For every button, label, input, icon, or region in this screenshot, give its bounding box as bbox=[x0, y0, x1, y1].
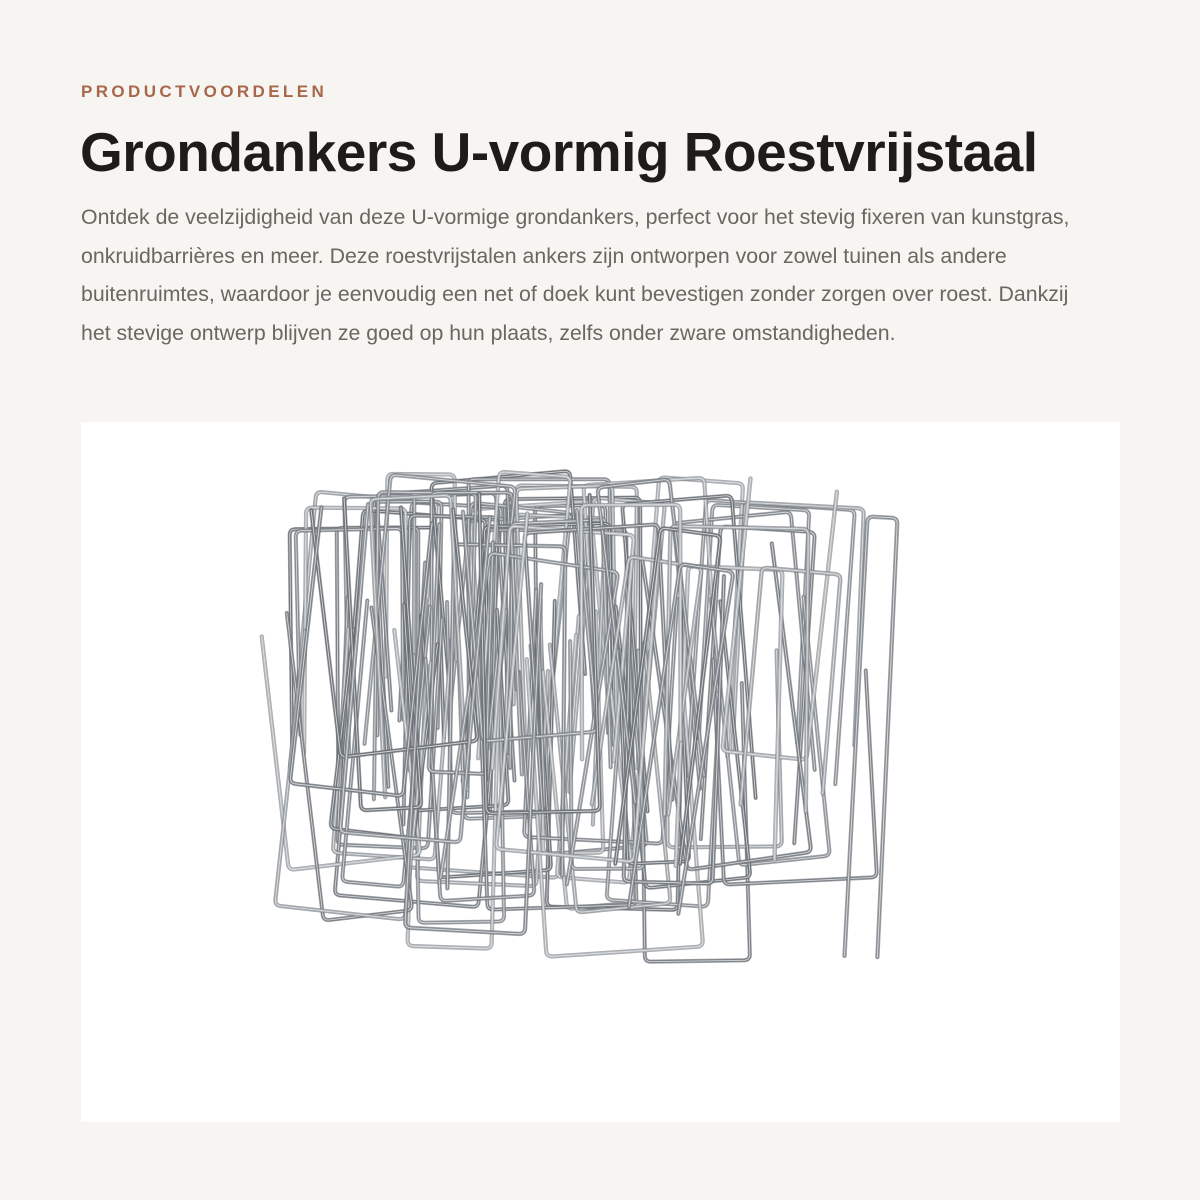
eyebrow-label: PRODUCTVOORDELEN bbox=[81, 82, 328, 101]
product-description: Ontdek de veelzijdigheid van deze U-vormige grondankers, perfect voor het stevig fixeren van kunstgras, onkruidbarrières en meer. Deze roestvrijstalen ankers zijn ontworpen voor zowel tuinen als andere buitenruimtes, waardoor je eenvoudig een net of doek kunt bevestigen zonder zorgen over roest. Dankzij het stevige ontwerp blijven ze goed op hun plaats, zelfs onder zware omstandigheden. bbox=[81, 205, 1070, 345]
product-image bbox=[81, 422, 1120, 1122]
page-title: Grondankers U-vormig Roestvrijstaal bbox=[80, 121, 1038, 183]
u-shaped-ground-pegs-illustration bbox=[81, 422, 1120, 1122]
